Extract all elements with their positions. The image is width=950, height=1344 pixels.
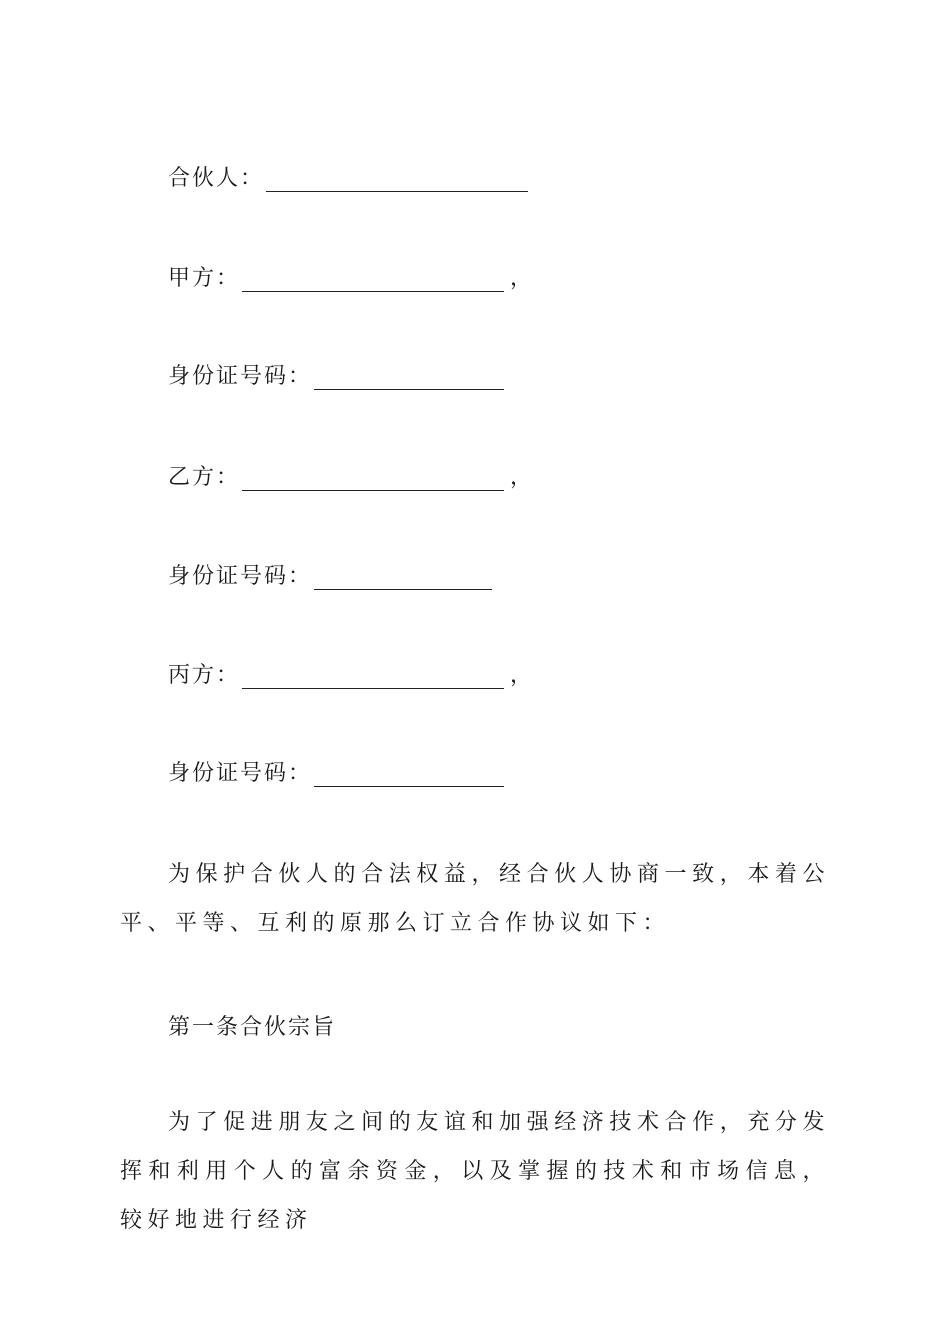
article-1-paragraph: 为了促进朋友之间的友谊和加强经济技术合作，充分发挥和利用个人的富余资金，以及掌握的技术和市场信息，较好地进行经济 [120, 1110, 830, 1233]
partner-field [168, 162, 528, 192]
party-a-id-label: 身份证号码： [168, 364, 313, 389]
party-b-blank [242, 466, 504, 491]
party-b-id-field [168, 560, 492, 590]
party-c-field [168, 659, 534, 689]
article-1-title: 第一条合伙宗旨 [168, 1015, 337, 1040]
party-a-label: 甲方： [168, 266, 241, 291]
party-b-id-blank [314, 565, 492, 590]
party-a-id-field [168, 360, 504, 390]
party-b-label: 乙方： [168, 465, 241, 490]
party-c-blank [242, 664, 504, 689]
party-c-label: 丙方： [168, 663, 241, 688]
party-c-id-blank [314, 762, 504, 787]
party-b-comma: ， [510, 465, 535, 490]
partner-blank [266, 167, 528, 192]
partner-label: 合伙人： [168, 166, 265, 191]
party-c-comma: ， [510, 663, 535, 688]
intro-paragraph: 为保护合伙人的合法权益，经合伙人协商一致，本着公平、平等、互利的原那么订立合作协议如下： [120, 862, 830, 936]
party-c-id-label: 身份证号码： [168, 761, 313, 786]
party-a-field [168, 262, 534, 292]
party-b-field [168, 461, 534, 491]
party-a-id-blank [314, 365, 504, 390]
party-b-id-label: 身份证号码： [168, 564, 313, 589]
party-a-blank [242, 267, 504, 292]
party-c-id-field [168, 757, 504, 787]
party-a-comma: ， [510, 266, 535, 291]
